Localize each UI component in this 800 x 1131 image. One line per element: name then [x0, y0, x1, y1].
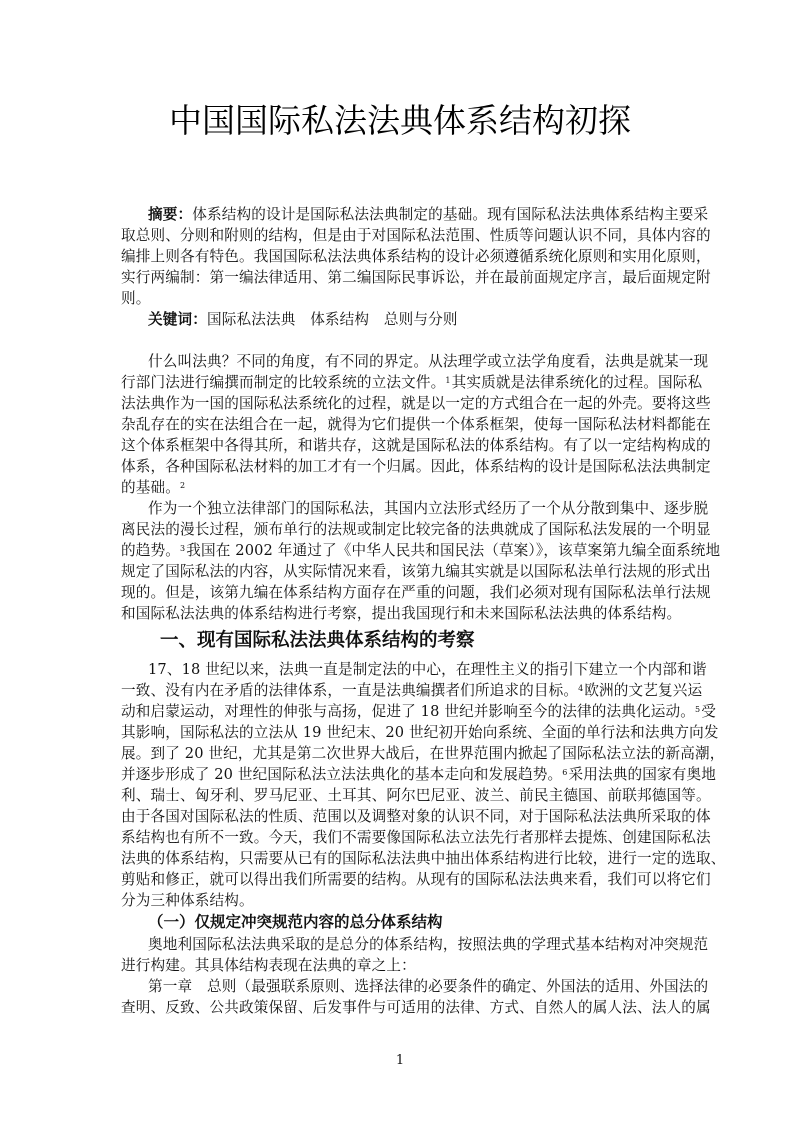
- paragraph-line: 查明、反致、公共政策保留、后发事件与可适用的法律、方式、自然人的属人法、法人的属: [121, 999, 711, 1016]
- footnote-ref: 2: [179, 481, 186, 490]
- abstract-line: 摘要：体系结构的设计是国际私法法典制定的基础。现有国际私法法典体系结构主要采: [148, 206, 709, 223]
- paragraph-line: 其影响，国际私法的立法从 19 世纪末、20 世纪初开始向系统、全面的单行法和法典方向发: [121, 724, 719, 741]
- paragraph-line: 规定了国际私法的内容，从实际情况来看，该第九编其实就是以国际私法单行法规的形式出: [121, 563, 711, 580]
- page-number: 1: [395, 1053, 405, 1068]
- paragraph-line: 17、18 世纪以来，法典一直是制定法的中心，在理性主义的指引下建立一个内部和谐: [148, 661, 707, 678]
- paragraph-line: 杂乱存在的实在法组合在一起，就得为它们提供一个体系框架，使每一国际私法材料都能在: [121, 416, 711, 433]
- footnote-ref: 3: [179, 544, 186, 553]
- footnote-ref: 1: [445, 376, 451, 385]
- paragraph-line: 的基础。$^2$: [121, 479, 186, 496]
- paragraph-line: 并逐步形成了 20 世纪国际私法立法法典化的基本走向和发展趋势。$^6$采用法典的国家有奥地: [121, 766, 716, 783]
- paragraph-line: 离民法的漫长过程，颁布单行的法规或制定比较完备的法典就成了国际私法发展的一个明显: [121, 521, 711, 538]
- paragraph-line: 法法典作为一国的国际私法系统化的过程，就是以一定的方式组合在一起的外壳。要将这些: [121, 395, 711, 412]
- paragraph-line: 利、瑞士、匈牙利、罗马尼亚、土耳其、阿尔巴尼亚、波兰、前民主德国、前联邦德国等。: [121, 787, 711, 804]
- paragraph-line: 展。到了 20 世纪，尤其是第二次世界大战后，在世界范围内掀起了国际私法立法的新高潮，: [121, 745, 725, 762]
- footnote-ref: 5: [694, 705, 701, 714]
- paragraph-line: 现的。但是，该第九编在体系结构方面存在严重的问题，我们必须对现有国际私法单行法规: [121, 584, 711, 601]
- paragraph-line: 进行构建。其具体结构表现在法典的章之上：: [121, 957, 416, 974]
- abstract-line: 编排上则各有特色。我国国际私法法典体系结构的设计必须遵循系统化原则和实用化原则，: [121, 248, 711, 265]
- paragraph-line: 这个体系框架中各得其所，和谐共存，这就是国际私法的体系结构。有了以一定结构构成的: [121, 437, 711, 454]
- paragraph-line: 的趋势。$^3$我国在 2002 年通过了《中华人民共和国民法（草案）》，该草案第九编全面系统地: [121, 542, 721, 559]
- paragraph-line: 和国际私法法典的体系结构进行考察，提出我国现行和未来国际私法法典的体系结构。: [121, 605, 682, 622]
- paragraph-line: 一致、没有内在矛盾的法律体系，一直是法典编撰者们所追求的目标。$^4$欧洲的文艺复兴运: [121, 682, 703, 699]
- section-heading: 一、现有国际私法法典体系结构的考察: [160, 630, 475, 651]
- footnote-ref: 6: [562, 768, 568, 777]
- paragraph-line: 由于各国对国际私法的性质、范围以及调整对象的认识不同，对于国际私法法典所采取的体: [121, 808, 711, 825]
- abstract-line: 则。: [121, 290, 151, 307]
- paragraph-line: 什么叫法典？不同的角度，有不同的界定。从法理学或立法学角度看，法典是就某一现: [148, 353, 709, 370]
- abstract-line: 取总则、分则和附则的结构，但是由于对国际私法范围、性质等问题认识不同，具体内容的: [121, 227, 711, 244]
- paragraph-line: 行部门法进行编撰而制定的比较系统的立法文件。$^1$其实质就是法律系统化的过程。国际私: [121, 374, 703, 391]
- abstract-label: 摘要：: [148, 206, 193, 223]
- keywords-label: 关键词：: [148, 311, 207, 328]
- paragraph-line: 剪贴和修正，就可以得出我们所需要的结构。从现有的国际私法法典来看，我们可以将它们: [121, 871, 711, 888]
- paragraph-line: 作为一个独立法律部门的国际私法，其国内立法形式经历了一个从分散到集中、逐步脱: [148, 500, 709, 517]
- paragraph-line: 系结构也有所不一致。今天，我们不需要像国际私法立法先行者那样去提炼、创建国际私法: [121, 829, 711, 846]
- paragraph-line: 法典的体系结构，只需要从已有的国际私法法典中抽出体系结构进行比较，进行一定的选取、: [121, 850, 726, 867]
- paragraph-line: 分为三种体系结构。: [121, 892, 254, 909]
- paragraph-line: 动和启蒙运动，对理性的伸张与高扬，促进了 18 世纪并影响至今的法律的法典化运动。$^5$受: [121, 703, 716, 720]
- paragraph-line: 奥地利国际私法法典采取的是总分的体系结构，按照法典的学理式基本结构对冲突规范: [148, 936, 709, 953]
- keywords-line: [148, 310, 708, 330]
- subsection-heading: （一）仅规定冲突规范内容的总分体系结构: [148, 913, 443, 931]
- paragraph-line: 体系，各种国际私法材料的加工才有一个归属。因此，体系结构的设计是国际私法法典制定: [121, 458, 711, 475]
- footnote-ref: 4: [578, 684, 584, 693]
- paragraph-line: 第一章 总则（最强联系原则、选择法律的必要条件的确定、外国法的适用、外国法的: [148, 978, 709, 995]
- abstract-line: 实行两编制：第一编法律适用、第二编国际民事诉讼，并在最前面规定序言，最后面规定附: [121, 269, 711, 286]
- page-title: 中国国际私法法典体系结构初探: [169, 101, 631, 140]
- keywords-text: 国际私法法典 体系结构 总则与分则: [206, 311, 458, 328]
